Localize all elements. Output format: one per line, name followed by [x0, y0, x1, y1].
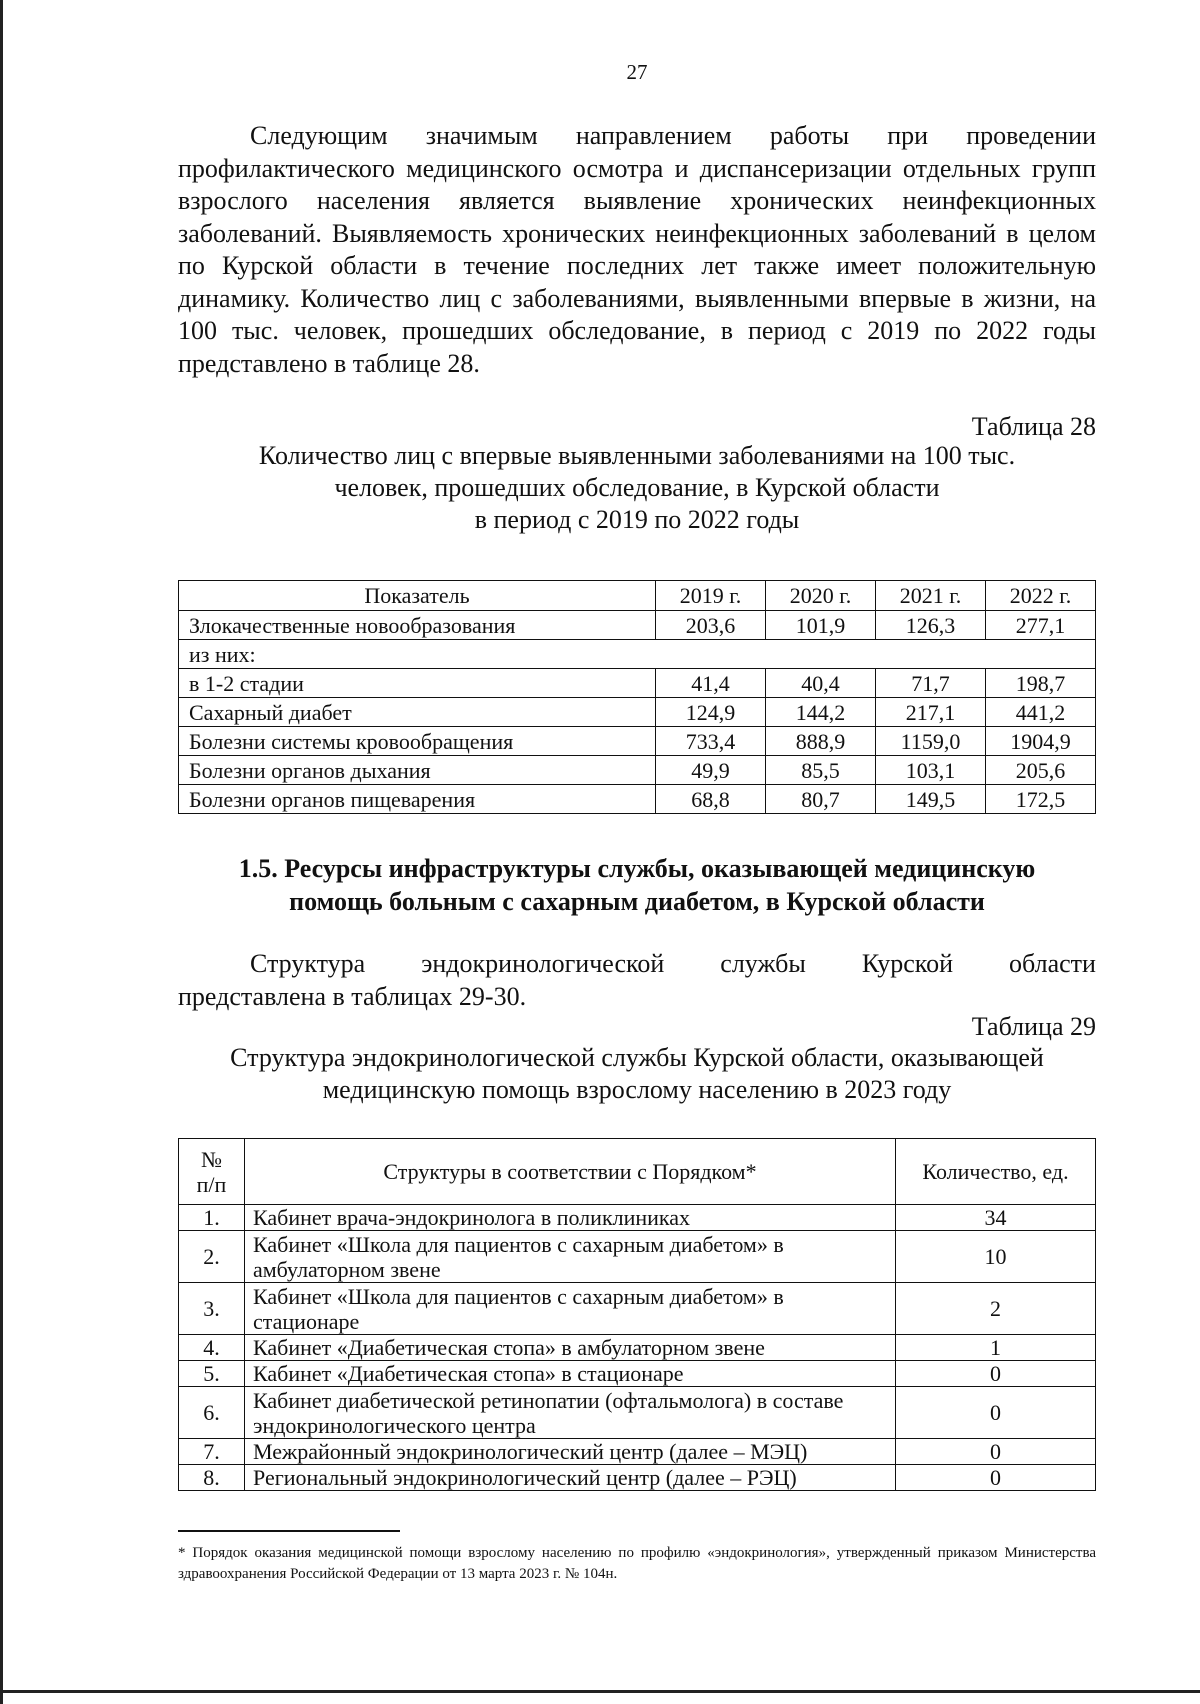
- table29-header-number: [179, 1139, 245, 1205]
- table28-row: [179, 756, 1096, 785]
- table28-cell-value: 733,4: [656, 727, 766, 756]
- table28-header-year: 2020 г.: [766, 581, 876, 611]
- table29-cell-quantity: 0: [896, 1387, 1096, 1439]
- table29-row: [179, 1231, 1096, 1283]
- table29-row: [179, 1361, 1096, 1387]
- table28-row-label: Болезни системы кровообращения: [179, 727, 656, 756]
- table28-cell-value: 103,1: [876, 756, 986, 785]
- structure-paragraph: [178, 948, 1096, 1013]
- table29-cell-number: 2.: [179, 1231, 245, 1283]
- table29-header-quantity: Количество, ед.: [896, 1139, 1096, 1205]
- table29-cell-structure: Региональный эндокринологический центр (далее – РЭЦ): [245, 1465, 896, 1491]
- scan-edge-bottom: [0, 1690, 1200, 1693]
- table28-row: [179, 669, 1096, 698]
- table29-cell-quantity: 0: [896, 1465, 1096, 1491]
- table28-cell-value: 217,1: [876, 698, 986, 727]
- table28-cell-value: 277,1: [986, 611, 1096, 640]
- table28-header-row: [179, 581, 1096, 611]
- table28-cell-value: 888,9: [766, 727, 876, 756]
- table28-cell-value: 205,6: [986, 756, 1096, 785]
- table28-row-label: Сахарный диабет: [179, 698, 656, 727]
- table28-cell-value: 49,9: [656, 756, 766, 785]
- table29-row: [179, 1283, 1096, 1335]
- table28-cell-value: 149,5: [876, 785, 986, 814]
- heading-line: помощь больным с сахарным диабетом, в Курской области: [289, 887, 985, 916]
- table28-header-year: 2022 г.: [986, 581, 1096, 611]
- table28-row-label: Болезни органов дыхания: [179, 756, 656, 785]
- page-number: 27: [626, 60, 648, 84]
- table29-row: [179, 1335, 1096, 1361]
- table29-cell-number: 5.: [179, 1361, 245, 1387]
- table28-header-year: 2021 г.: [876, 581, 986, 611]
- paragraph-word: Курской: [861, 949, 953, 978]
- table28-row: [179, 611, 1096, 640]
- table29-cell-quantity: 0: [896, 1439, 1096, 1465]
- table28-cell-value: 41,4: [656, 669, 766, 698]
- table28-header-year: 2019 г.: [656, 581, 766, 611]
- table29-cell-quantity: 34: [896, 1205, 1096, 1231]
- table29-cell-structure: Кабинет «Диабетическая стопа» в амбулаторном звене: [245, 1335, 896, 1361]
- section-heading: [178, 852, 1096, 918]
- table28-cell-value: 1159,0: [876, 727, 986, 756]
- table29-cell-quantity: 1: [896, 1335, 1096, 1361]
- table28-cell-value: 172,5: [986, 785, 1096, 814]
- table28-row: [179, 698, 1096, 727]
- table28-row-label: Злокачественные новообразования: [179, 611, 656, 640]
- table28-caption: [178, 440, 1096, 536]
- table28-row: [179, 640, 1096, 669]
- table28-row: [179, 727, 1096, 756]
- table29-cell-structure: Межрайонный эндокринологический центр (далее – МЭЦ): [245, 1439, 896, 1465]
- table29-cell-quantity: 0: [896, 1361, 1096, 1387]
- table29-cell-structure: Кабинет врача-эндокринолога в поликлиниках: [245, 1205, 896, 1231]
- table29-cell-quantity: 2: [896, 1283, 1096, 1335]
- footnote-separator: [178, 1530, 400, 1532]
- table28-header-indicator: Показатель: [179, 581, 656, 611]
- table28-cell-value: 198,7: [986, 669, 1096, 698]
- table29-cell-number: 7.: [179, 1439, 245, 1465]
- paragraph-word: эндокринологической: [421, 949, 665, 978]
- paragraph-word: Структура: [250, 949, 366, 978]
- table29-cell-structure: Кабинет «Школа для пациентов с сахарным диабетом» в стационаре: [245, 1283, 896, 1335]
- footnote: * Порядок оказания медицинской помощи взрослому населению по профилю «эндокринология», утвержденный приказом Министерства здравоохранения Российской Федерации от 13 марта 2023 г. № 104н.: [178, 1545, 1096, 1582]
- table29-header-structure: Структуры в соответствии с Порядком*: [245, 1139, 896, 1205]
- header-line: п/п: [196, 1171, 227, 1197]
- table28-row-label: в 1-2 стадии: [179, 669, 656, 698]
- table29-cell-number: 4.: [179, 1335, 245, 1361]
- table28-cell-value: 68,8: [656, 785, 766, 814]
- table28-cell-value: 85,5: [766, 756, 876, 785]
- table28-row: [179, 785, 1096, 814]
- table28: [178, 580, 1096, 814]
- table29-cell-quantity: 10: [896, 1231, 1096, 1283]
- table29-cell-number: 8.: [179, 1465, 245, 1491]
- table28-cell-value: 144,2: [766, 698, 876, 727]
- table28-cell-value: 40,4: [766, 669, 876, 698]
- table29-row: [179, 1387, 1096, 1439]
- table28-cell-value: 124,9: [656, 698, 766, 727]
- table28-cell-value: 441,2: [986, 698, 1096, 727]
- table28-cell-value: 101,9: [766, 611, 876, 640]
- table28-cell-value: 126,3: [876, 611, 986, 640]
- caption-line: Структура эндокринологической службы Курской области, оказывающей: [230, 1043, 1044, 1072]
- header-line: №: [201, 1146, 222, 1172]
- table29-cell-structure: Кабинет диабетической ретинопатии (офтальмолога) в составе эндокринологического центра: [245, 1387, 896, 1439]
- paragraph-word: области: [1009, 949, 1096, 978]
- table28-cell-value: 80,7: [766, 785, 876, 814]
- heading-line: 1.5. Ресурсы инфраструктуры службы, оказывающей медицинскую: [238, 854, 1036, 883]
- table29-cell-structure: Кабинет «Школа для пациентов с сахарным диабетом» в амбулаторном звене: [245, 1231, 896, 1283]
- table29-row: [179, 1465, 1096, 1491]
- table28-cell-value: 71,7: [876, 669, 986, 698]
- table29-row: [179, 1439, 1096, 1465]
- table29-label: Таблица 29: [971, 1012, 1096, 1041]
- table28-cell-value: 203,6: [656, 611, 766, 640]
- caption-line: Количество лиц с впервые выявленными заболеваниями на 100 тыс.: [258, 441, 1016, 470]
- table28-row-label: из них:: [179, 640, 1096, 669]
- table28-cell-value: 1904,9: [986, 727, 1096, 756]
- structure-paragraph-line1: [178, 948, 1096, 981]
- table29-header-row: [179, 1139, 1096, 1205]
- table29-caption: [178, 1042, 1096, 1106]
- table28-label: Таблица 28: [971, 412, 1096, 441]
- paragraph-word: службы: [720, 949, 806, 978]
- scan-edge-left: [0, 0, 3, 1704]
- table29-cell-number: 6.: [179, 1387, 245, 1439]
- caption-line: в период с 2019 по 2022 годы: [474, 505, 800, 534]
- table29-cell-number: 3.: [179, 1283, 245, 1335]
- table29-cell-number: 1.: [179, 1205, 245, 1231]
- caption-line: медицинскую помощь взрослому населению в 2023 году: [322, 1075, 952, 1104]
- table28-row-label: Болезни органов пищеварения: [179, 785, 656, 814]
- structure-paragraph-line2: представлена в таблицах 29-30.: [178, 981, 527, 1011]
- intro-paragraph: Следующим значимым направлением работы при проведении профилактического медицинского осмотра и диспансеризации отдельных групп взрослого населения является выявление хронических неинфекционных заболеваний. Выявляемость хронических неинфекционных заболеваний в целом по Курской области в течение последних лет также имеет положительную динамику. Количество лиц с заболеваниями, выявленными впервые в жизни, на 100 тыс. человек, прошедших обследование, в период с 2019 по 2022 годы представлено в таблице 28.: [178, 121, 1096, 378]
- caption-line: человек, прошедших обследование, в Курской области: [334, 473, 940, 502]
- table29: [178, 1138, 1096, 1491]
- table29-cell-structure: Кабинет «Диабетическая стопа» в стационаре: [245, 1361, 896, 1387]
- table29-row: [179, 1205, 1096, 1231]
